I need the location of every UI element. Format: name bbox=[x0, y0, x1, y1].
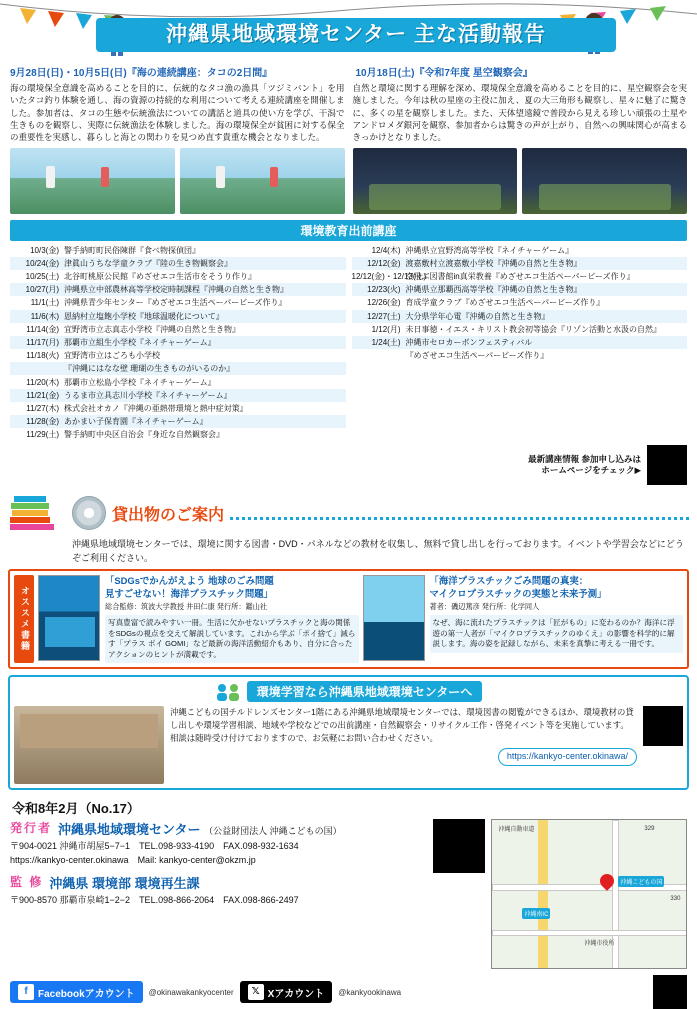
location-map[interactable] bbox=[491, 819, 687, 969]
course-date: 12/23(火) bbox=[367, 285, 401, 295]
course-name: 育成学童クラブ『めざせエコ生活ペーパービーズ作り』 bbox=[405, 298, 605, 308]
publisher-label: 発行者 bbox=[10, 821, 53, 836]
course-date: 11/28(金) bbox=[26, 417, 59, 427]
courses-column-right bbox=[352, 244, 688, 442]
facebook-icon: f bbox=[18, 984, 34, 1000]
course-row bbox=[10, 362, 346, 375]
course-row bbox=[10, 402, 346, 415]
course-row bbox=[352, 257, 688, 270]
book-item-2 bbox=[363, 575, 684, 663]
map-expressway bbox=[538, 820, 548, 969]
course-row bbox=[10, 270, 346, 283]
course-row bbox=[352, 336, 688, 349]
course-date: 11/27(木) bbox=[26, 403, 59, 413]
course-name: 警手納町町民俗陳群『食べ物探偵団』 bbox=[64, 245, 200, 255]
course-date: 12/4(木) bbox=[371, 245, 401, 255]
promo-section bbox=[8, 675, 689, 790]
course-name: 警手納町中央区自治会『身近な自然観察会』 bbox=[64, 430, 224, 440]
course-name: 沖縄県青少年センター『めざせエコ生活ペーパービーズ作り』 bbox=[64, 298, 287, 308]
course-name: 沖縄県立宜野湾高等学校『ネイチャーゲーム』 bbox=[405, 245, 574, 255]
recommended-badge: オススメ書籍 bbox=[14, 575, 34, 663]
course-date: 11/14(金) bbox=[26, 324, 59, 334]
course-row bbox=[10, 244, 346, 257]
course-date: 11/17(月) bbox=[26, 337, 59, 347]
course-name: 大分県学年心電『沖縄の自然と生き物』 bbox=[405, 311, 550, 321]
course-row bbox=[10, 323, 346, 336]
cd-icon bbox=[72, 496, 106, 530]
book-body-1: 写真豊富で読みやすい一冊。生活に欠かせないプラスチックと海の関係をSDGsの視点を交えて解説しています。これから学ぶ「ポイ捨て」減らす「プラス ポイ GOMI」など最新の海洋活動紹介もあり、自分に合ったアクションのヒントが満載です。 bbox=[105, 615, 359, 664]
courses-table bbox=[10, 244, 687, 442]
course-name: 未日事徳・イエス・キリスト教会初等協会『リゾン活動と水汲の自然』 bbox=[405, 324, 662, 334]
course-row bbox=[10, 257, 346, 270]
event-photo-1b bbox=[180, 148, 345, 214]
event-column-1 bbox=[10, 82, 345, 214]
course-name: 株式会社オカノ『沖縄の亜熱帯環境と熱中症対策』 bbox=[64, 403, 248, 413]
course-row bbox=[10, 428, 346, 441]
course-name: 『めざせエコ生活ペーパービーズ作り』 bbox=[405, 351, 549, 361]
map-label-cityhall: 沖縄市役所 bbox=[584, 941, 615, 948]
x-handle: @kankyookinawa bbox=[338, 987, 402, 997]
promo-url[interactable]: https://kankyo-center.okinawa/ bbox=[498, 748, 637, 766]
book-title-1: 「SDGsでかんがえよう 地球のごみ問題 見すごせない！海洋プラスチック問題」 bbox=[105, 575, 274, 599]
course-date: 1/12(月) bbox=[371, 324, 401, 334]
publisher-address-2: https://kankyo-center.okinawa Mail: kankyo-center@okzm.jp bbox=[10, 854, 256, 865]
course-date: 10/27(月) bbox=[25, 285, 59, 295]
course-row bbox=[352, 283, 688, 296]
event-photo-2b bbox=[522, 148, 687, 214]
lending-description: 沖縄県地域環境センターでは、環境に関する図書・DVD・パネルなどの教材を収集し、無料で貸し出しを行っております。イベントや学習会などにどうぞご利用ください。 bbox=[72, 539, 684, 563]
lending-title: 貸出物のご案内 bbox=[112, 506, 225, 524]
course-row bbox=[10, 310, 346, 323]
event-heading-1: 9月28日(日)・10月5日(日)『海の連続講座：タコの2日間』 bbox=[10, 68, 273, 79]
course-date: 10/3(金) bbox=[30, 245, 59, 255]
promo-text: 沖縄こどもの国チルドレンズセンター1階にある沖縄県地域環境センターでは、環境図書の閲覧ができるほか、環境教材の貸し出しや環境学習相談、地域や学校などでの出前講座・自然観察会・リサイクル工作・啓発イベント等を実施しています。相談は随時受け付けておりますので、お気軽にお問い合わせください。 bbox=[170, 707, 634, 744]
courses-qr-block bbox=[10, 445, 687, 485]
event-photo-2a bbox=[353, 148, 518, 214]
course-row bbox=[352, 244, 688, 257]
course-name: あかまい子保育園『ネイチャーゲーム』 bbox=[64, 417, 208, 427]
map-road-horizontal-2 bbox=[492, 930, 687, 936]
event-body-2: 自然と環境に関する理解を深め、環境保全意識を高めることを目的に、星空観察会を実施しました。今年は秋の星座の主役に加え、夏の大三角形も観察し、星々に魅了に驚きに、多くの星を観察しました。また、天体望遠鏡で普段から見える珍しい頑張の土星やアンドロメダ銀河を観察、参加者からは驚きの声が上がり、自然への興味関心が高まるきっかけとなりました。 bbox=[352, 83, 687, 143]
event-heading-2: 10月18日(土)『令和7年度 星空観察会』 bbox=[355, 68, 533, 79]
course-name: 渡嘉敷村立渡嘉敷小学校『沖縄の自然と生き物』 bbox=[405, 258, 582, 268]
social-links bbox=[10, 975, 687, 1009]
book-title-2: 「海洋プラスチックごみ問題の真実： マイクロプラスチックの実態と未来予測」 bbox=[429, 575, 607, 599]
course-name: 恩納村立塩飽小学校『地球温暖化について』 bbox=[64, 311, 224, 321]
course-name: 沖縄県立中部農林高等学校定時制課程『沖縄の自然と生き物』 bbox=[64, 285, 288, 295]
course-date: 11/29(土) bbox=[26, 430, 59, 440]
courses-qr-note: 最新講座情報 参加申し込みは ホームページをチェック▶ bbox=[528, 453, 641, 476]
course-row bbox=[352, 310, 688, 323]
lending-section bbox=[8, 491, 689, 669]
course-date: 12/27(土) bbox=[367, 311, 401, 321]
course-date: 11/1(土) bbox=[30, 298, 59, 308]
event-body-1: 海の環境保全意識を高めることを目的に、伝統的なタコ漁の漁具「ツジミバント」を用いたタコ釣り体験を通し、海の資源の持続的な利用について考える連続講座を開催しました。参加者は、タコの生態や伝統漁法についての講話と道具の使い方を学び、干潟で生きものを観察し、実際に伝統漁法を体験しました。海の環境保全が貧困に対する保全の重要性を実感し、暮らしと海との関わりを見つめ直す貴重な機会となりました。 bbox=[10, 83, 345, 143]
course-name: 那覇市立松島小学校『ネイチャーゲーム』 bbox=[64, 377, 216, 387]
book-meta-2: 著者：磯辺篤彦 発行所：化学同人 bbox=[429, 601, 540, 611]
publisher-address-1: 〒904-0021 沖縄市胡屋5−7−1 TEL.098-933-4190 FAX.098-932-1634 bbox=[10, 841, 299, 852]
course-name: 津眞山うちな学童クラブ『陸の生き物観察会』 bbox=[64, 258, 232, 268]
course-name: 北谷町桃原公民館『めざせエコ生活市をそうり作り』 bbox=[64, 272, 256, 282]
course-date: 10/25(土) bbox=[25, 272, 59, 282]
supervisor-name: 沖縄県 環境部 環境再生課 bbox=[49, 876, 200, 892]
recommended-books-box bbox=[8, 569, 689, 669]
course-name: 沖縄県立那覇西高等学校『沖縄の自然と生き物』 bbox=[405, 285, 582, 295]
course-name: 宜野湾市立はごろも小学校 bbox=[64, 351, 160, 361]
books-icon bbox=[8, 491, 66, 535]
facebook-label: Facebookアカウント bbox=[38, 988, 135, 1000]
dotted-divider bbox=[230, 517, 689, 520]
promo-photo bbox=[14, 706, 164, 784]
course-date: 12/12(金) bbox=[367, 258, 401, 268]
supervisor-address: 〒900-8570 那覇市泉崎1−2−2 TEL.098-866-2064 FAX.098-866-2497 bbox=[10, 895, 299, 906]
map-label-center: 沖縄こどもの国 bbox=[618, 876, 664, 887]
course-row bbox=[352, 270, 688, 283]
promo-title: 環境学習なら沖縄県地域環境センターへ bbox=[247, 681, 483, 702]
map-label-330: 330 bbox=[670, 896, 681, 903]
course-name: 沖縄市セロカーボンフェスティバル bbox=[405, 337, 533, 347]
course-date: 1/24(土) bbox=[371, 337, 401, 347]
activity-reports bbox=[0, 62, 697, 214]
publisher-name: 沖縄県地域環境センター bbox=[58, 822, 201, 838]
page-title: 沖縄県地域環境センター 主な活動報告 bbox=[166, 23, 546, 46]
issue-number: 令和8年2月（No.17） bbox=[12, 801, 140, 817]
courses-column-left bbox=[10, 244, 346, 442]
footer-qr-code[interactable] bbox=[433, 819, 486, 873]
x-label: Xアカウント bbox=[267, 988, 325, 1000]
course-row bbox=[10, 389, 346, 402]
course-date: 12/12(金)・12/13(土) bbox=[351, 272, 427, 282]
course-name: 宜野湾市立志真志小学校『沖縄の自然と生き物』 bbox=[64, 324, 240, 334]
course-row bbox=[352, 296, 688, 309]
course-row bbox=[352, 323, 688, 336]
social-qr-code[interactable] bbox=[653, 975, 687, 1009]
facebook-handle: @okinawakankyocenter bbox=[148, 987, 234, 997]
course-row bbox=[10, 296, 346, 309]
people-icon bbox=[215, 682, 241, 702]
course-name: 『沖縄にはなな壁 珊瑚の生きものがいるのか』 bbox=[64, 364, 235, 374]
book-cover-1 bbox=[38, 575, 100, 661]
facebook-button[interactable] bbox=[10, 981, 143, 1003]
publisher-sub: （公益財団法人 沖縄こどもの国） bbox=[204, 826, 342, 837]
course-date: 10/24(金) bbox=[25, 258, 59, 268]
event-photo-1a bbox=[10, 148, 175, 214]
courses-qr-code[interactable] bbox=[647, 445, 687, 485]
course-date: 11/18(火) bbox=[26, 351, 59, 361]
course-row bbox=[352, 349, 688, 362]
course-date: 11/21(金) bbox=[26, 390, 59, 400]
course-date: 12/26(金) bbox=[367, 298, 401, 308]
page-title-band bbox=[96, 18, 616, 52]
course-name: うるま市立具志川小学校『ネイチャーゲーム』 bbox=[64, 390, 232, 400]
map-label-expressway: 沖縄自動車道 bbox=[498, 827, 535, 834]
book-meta-1: 総合監修：筑波大学教授 井田仁康 発行所：鑑山社 bbox=[105, 601, 268, 611]
course-row bbox=[10, 283, 346, 296]
book-body-2: なぜ、海に流れたプラスチックは「匠がもの」に変わるのか？海洋に浮遊の第一人者が「マイクロプラスチックのゆくえ」の影響を科学的に解説します。海の姿を記録しながら、未来を真摯に考える一冊です。 bbox=[430, 615, 684, 653]
course-row bbox=[10, 336, 346, 349]
book-cover-2 bbox=[363, 575, 425, 661]
event-column-2 bbox=[353, 82, 688, 214]
course-row bbox=[10, 415, 346, 428]
section-title-courses: 環境教育出前講座 bbox=[10, 220, 687, 241]
course-date: 11/6(木) bbox=[30, 311, 59, 321]
page-header bbox=[0, 0, 697, 62]
promo-qr-code[interactable] bbox=[643, 706, 683, 746]
course-name: 那覇市立組生小学校『ネイチャーゲーム』 bbox=[64, 337, 216, 347]
course-name: 空飛ぶ図書館in真栄教養『めざせエコ生活ペーパービーズ作り』 bbox=[405, 272, 635, 282]
map-label-329: 329 bbox=[644, 826, 655, 833]
map-label-ic: 沖縄南IC bbox=[522, 908, 550, 919]
course-row bbox=[10, 349, 346, 362]
supervisor-label: 監 修 bbox=[10, 875, 44, 890]
x-button[interactable] bbox=[240, 981, 333, 1003]
book-item-1 bbox=[38, 575, 359, 663]
x-icon: 𝕏 bbox=[248, 984, 264, 1000]
course-date: 11/20(木) bbox=[26, 377, 59, 387]
footer-block bbox=[10, 819, 687, 969]
course-row bbox=[10, 375, 346, 388]
